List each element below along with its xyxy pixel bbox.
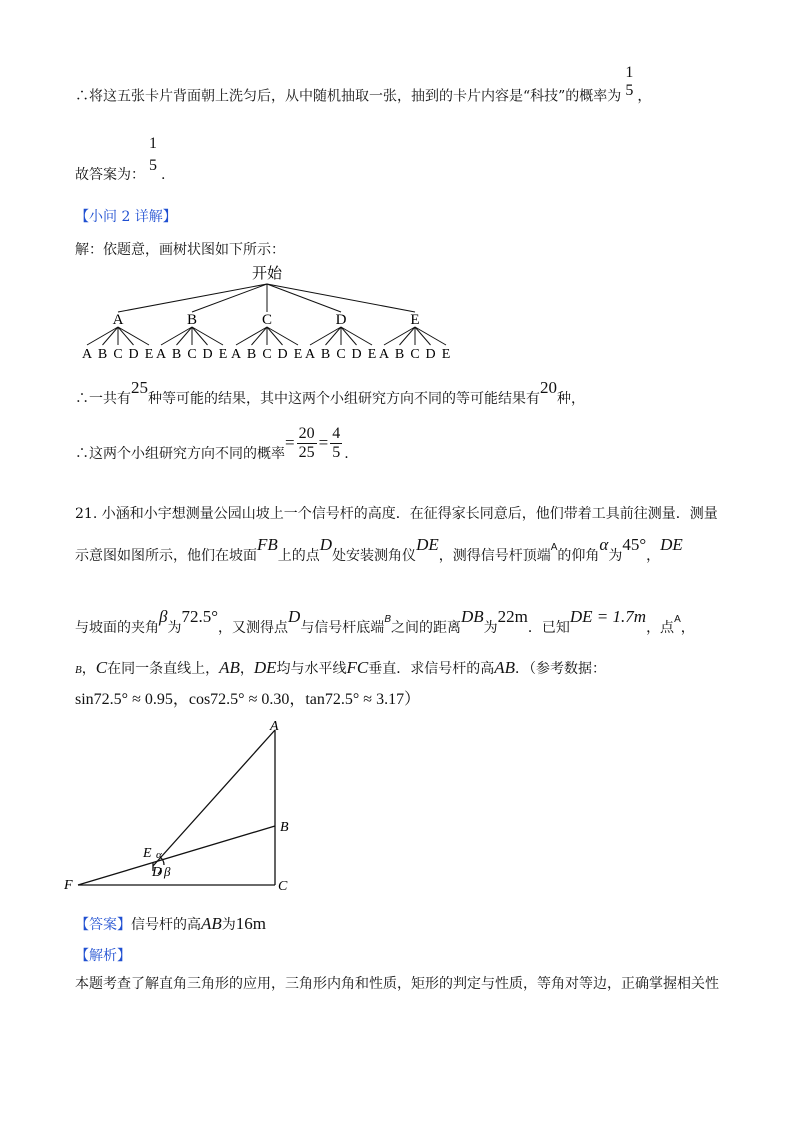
text: 之间的距离 [390,620,461,636]
tree-leaf-E-B: B [394,347,405,362]
tree-node-A: A [112,312,124,328]
question-21-line4 [75,658,606,678]
fraction [623,64,635,101]
math-C: C [95,658,108,677]
fraction [147,135,159,176]
tree-branch-B-E [192,327,223,345]
tree-leaf-D-E: E [367,347,377,362]
tree-leaves [82,347,450,362]
tree-leaf-D-D: D [351,347,362,362]
probability-result [75,425,349,463]
label-D: D [152,865,163,880]
math-AB: AB [494,658,516,677]
tree-node-B: B [186,312,198,328]
text: ， [646,548,661,564]
geometry-figure [60,718,310,900]
text: ．（参考数据： [515,661,607,677]
label-E: E [143,846,152,861]
tree-leaf-C-D: D [277,347,288,362]
text: 的仰角 [557,548,600,564]
tree-leaf-C-B: B [246,347,257,362]
tree-leaf-B-A: A [155,347,167,362]
fraction-4-5 [330,425,342,463]
math-DE: DE [660,535,683,554]
math-DE: DE [416,535,439,554]
reference-data: sin72.5° ≈ 0.95，cos72.5° ≈ 0.30，tan72.5° ≈ 3.17） [75,691,421,708]
tree-branch-root-A [118,284,267,312]
tree-branch-D-B [326,327,342,345]
tree-diagram [70,262,470,366]
text: 为 [221,917,236,933]
answer-value: 16m [235,914,267,933]
punctuation: . [344,445,349,462]
text: ， [680,620,695,636]
numerator: 1 [625,64,634,81]
text: 在同一条直线上， [107,661,220,677]
outcomes-statement [75,378,585,407]
favorable-outcomes: 20 [540,378,557,397]
sub-question-heading: 【小问 2 详解】 [75,209,177,225]
tree-branch-D-D [341,327,357,345]
tree-node-D: D [335,312,347,328]
tree-root: 开始 [251,266,283,282]
tree-node-E: E [410,312,420,328]
tree-branch-E-D [415,327,431,345]
tree-branch-B-D [192,327,208,345]
text: ．已知 [527,620,570,636]
text: 与坡面的夹角 [75,620,159,636]
equals-sign: = [285,432,295,452]
therefore-symbol: ∴ [75,88,89,105]
tree-branch-C-D [267,327,283,345]
tree-branch-E-B [400,327,416,345]
math-22m: 22m [497,607,528,626]
answer-tag: 【答案】 [75,917,131,933]
tree-branch-B-A [161,327,192,345]
text: 均与水平线 [276,661,347,677]
text: ， [81,661,96,677]
punctuation: . [161,167,166,184]
tree-leaf-A-A: A [81,347,93,362]
label-A: A [270,719,279,734]
math-DE-value: DE = 1.7m [569,607,647,626]
therefore-symbol: ∴ [75,391,89,407]
text: ，测得信号杆顶端 [438,548,551,564]
tree-leaf-D-B: B [320,347,331,362]
line-EA [153,730,275,866]
text: 处安装测角仪 [332,548,417,564]
denominator: 5 [149,157,157,175]
tree-level1 [113,312,420,328]
question-21-line1: 21. 小涵和小宇想测量公园山坡上一个信号杆的高度．在征得家长同意后，他们带着工具前往测量．测量 [75,506,718,522]
tree-leaf-C-A: A [230,347,242,362]
statement-text: 将这五张卡片背面朝上洗匀后，从中随机抽取一张，抽到的卡片内容是“科技”的概率为 [89,88,622,105]
text: 为 [167,620,182,636]
denominator: 25 [298,444,315,462]
tree-leaf-A-E: E [144,347,154,362]
text: ，点 [646,620,675,636]
total-outcomes: 25 [131,378,148,397]
denominator: 5 [625,82,634,100]
tree-branch-A-A [87,327,118,345]
text: 为 [608,548,623,564]
tree-branch-root-B [192,284,267,312]
figure-lines [78,730,275,885]
tree-leaf-C-C: C [262,347,272,362]
numerator: 20 [298,425,315,442]
tree-branch-A-E [118,327,149,345]
statement-text: 一共有 [89,391,131,407]
math-DE: DE [253,658,277,677]
tree-branch-B-B [177,327,193,345]
text: ，又测得点 [218,620,289,636]
math-D: D [288,607,301,626]
answer-line [75,914,266,934]
text: 为 [483,620,498,636]
tree-leaf-B-B: B [171,347,182,362]
tree-leaf-E-A: A [378,347,390,362]
probability-statement [75,64,652,115]
tree-leaf-D-A: A [304,347,316,362]
tree-branch-D-E [341,327,372,345]
tree-branch-D-A [310,327,341,345]
math-B: B [75,664,82,676]
numerator: 1 [149,135,157,152]
answer-statement [75,135,166,184]
question-21-line2 [75,535,683,565]
math-B: B [384,614,391,625]
tree-branch-C-B [252,327,268,345]
statement-text: 种， [557,391,585,407]
math-AB: AB [201,914,222,933]
solution-intro: 解：依题意，画树状图如下所示： [75,242,285,258]
line-FB [78,826,275,885]
label-B: B [280,820,289,835]
label-F: F [64,878,73,893]
math-A: A [674,614,681,625]
statement-text: 故答案为： [75,167,145,184]
tree-leaf-E-E: E [441,347,451,362]
math-A: A [550,542,558,553]
tree-leaf-C-E: E [293,347,303,362]
tree-leaf-A-C: C [113,347,123,362]
label-C: C [278,879,288,894]
tree-node-C: C [261,312,273,328]
math-FC: FC [346,658,369,677]
statement-text: 这两个小组研究方向不同的概率 [89,445,285,462]
numerator: 4 [332,425,341,442]
math-72.5deg: 72.5° [181,607,219,626]
punctuation: ， [637,88,652,105]
statement-text: 种等可能的结果，其中这两个小组研究方向不同的等可能结果有 [148,391,540,407]
tree-leaf-E-C: C [410,347,420,362]
denominator: 5 [332,444,341,462]
tree-branch-root-E [267,284,415,312]
math-FB: FB [257,535,278,554]
math-DB: DB [460,607,484,626]
tree-leaf-D-C: C [336,347,346,362]
tree-leaf-B-E: E [218,347,228,362]
tree-branch-E-E [415,327,446,345]
label-beta: β [164,864,171,879]
tree-leaf-E-D: D [425,347,436,362]
fraction-20-25 [297,425,317,463]
text: 上的点 [277,548,320,564]
text: 示意图如图所示，他们在坡面 [75,548,257,564]
therefore-symbol: ∴ [75,445,89,462]
text: ， [239,661,254,677]
tree-leaf-A-D: D [128,347,139,362]
text: 垂直．求信号杆的高 [368,661,495,677]
math-D: D [319,535,333,554]
math-beta: β [159,607,168,626]
tree-leaf-A-B: B [97,347,108,362]
tree-leaf-B-D: D [202,347,213,362]
math-AB: AB [219,658,240,677]
tree-branch-C-E [267,327,298,345]
tree-branch-A-D [118,327,134,345]
tree-branch-C-A [236,327,267,345]
analysis-tag: 【解析】 [75,948,131,964]
question-21-line3 [75,607,695,637]
analysis-text: 本题考查了解直角三角形的应用，三角形内角和性质，矩形的判定与性质，等角对等边，正确掌握相关性 [75,976,719,992]
tree-leaf-B-C: C [187,347,197,362]
equals-sign: = [318,432,329,452]
math-45deg: 45° [622,535,647,554]
label-alpha: α [156,849,162,861]
tree-branch-root-D [267,284,341,312]
tree-branch-A-B [103,327,119,345]
math-alpha: α [599,535,609,554]
text: 信号杆的高 [131,917,201,933]
tree-branch-E-A [384,327,415,345]
text: 与信号杆底端 [300,620,385,636]
